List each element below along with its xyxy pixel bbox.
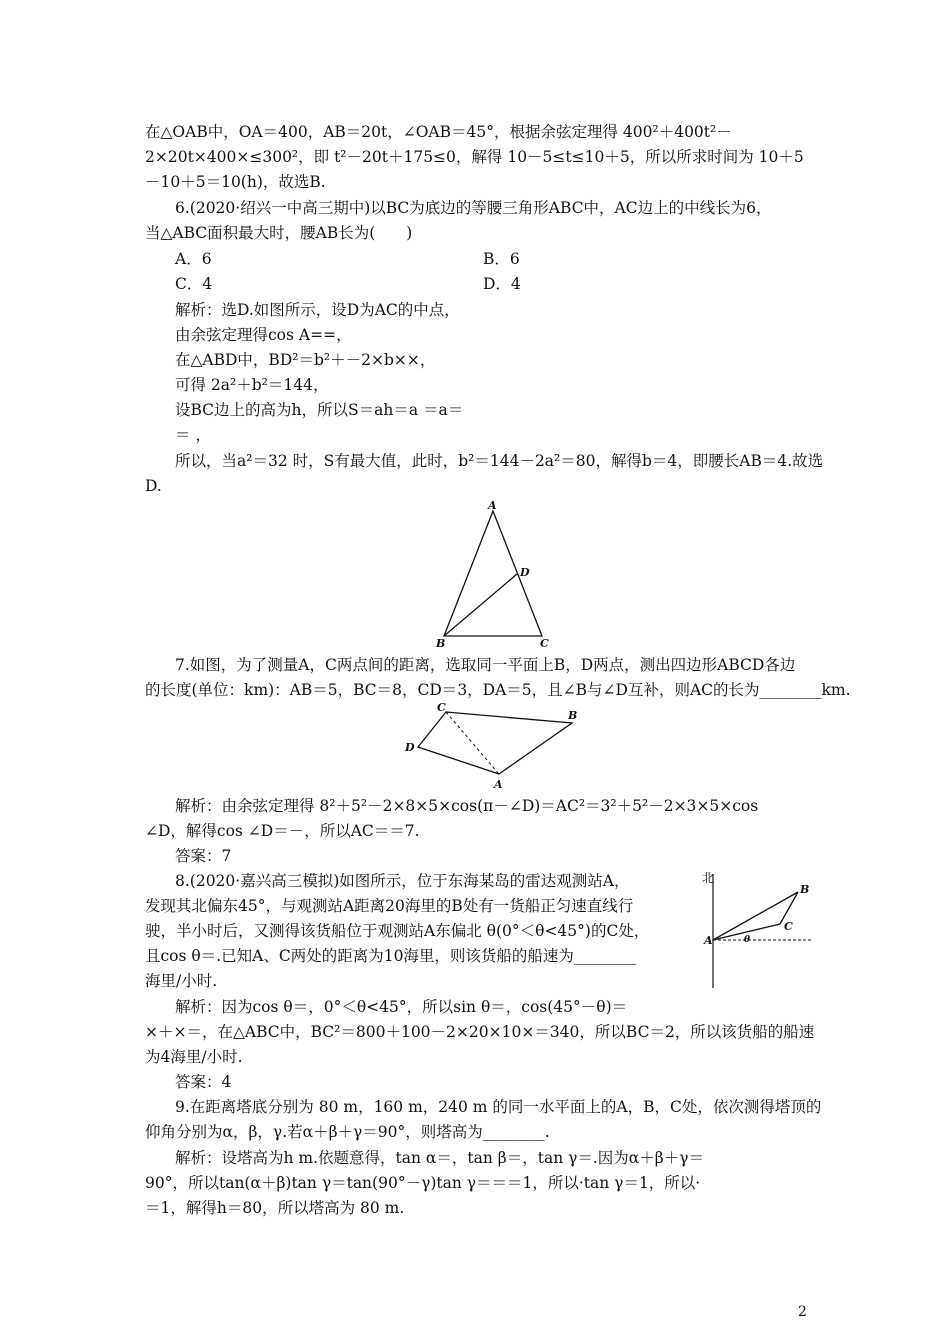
q9-stem-line-2: 仰角分别为α，β，γ.若α＋β＋γ＝90°，则塔高为________. [145, 1123, 550, 1141]
page-number: 2 [798, 1304, 807, 1320]
prev-solution-line-3: －10＋5＝10(h)，故选B. [145, 173, 326, 191]
q6-option-a: A．6 [175, 250, 212, 268]
q7-solution-line-2: ∠D，解得cos ∠D＝－，所以AC＝＝7. [145, 822, 420, 840]
label-b: B [800, 883, 810, 896]
q7-quadrilateral-figure [400, 700, 590, 792]
label-b: B [568, 709, 578, 722]
label-d: D [520, 566, 530, 579]
q9-solution-line-1: 解析：设塔高为h m.依题意得，tan α＝，tan β＝，tan γ＝.因为α＋β＋γ＝ [175, 1149, 704, 1167]
label-theta: θ [744, 935, 751, 945]
q6-solution-line-8: D. [145, 477, 162, 495]
q9-solution-line-3: ＝1，解得h＝80，所以塔高为 80 m. [145, 1199, 405, 1217]
label-a: A [704, 934, 713, 947]
q6-solution-line-4: 可得 2a²＋b²＝144， [175, 376, 329, 394]
q8-stem-line-1: 8.(2020·嘉兴高三模拟)如图所示，位于东海某岛的雷达观测站A， [175, 872, 630, 890]
q8-solution-line-2: ×＋×＝，在△ABC中，BC²＝800＋100－2×20×10×＝340，所以BC＝2，所以该货船的船速 [145, 1023, 815, 1041]
q6-solution-line-5: 设BC边上的高为h，所以S＝ah＝a ＝a＝ [175, 401, 464, 419]
q6-solution-line-3: 在△ABD中，BD²＝b²＋－2×b××， [175, 351, 436, 369]
label-a: A [488, 499, 497, 512]
q6-option-c: C．4 [175, 275, 213, 293]
q6-option-d: D．4 [483, 275, 521, 293]
q6-triangle-figure [430, 498, 560, 650]
q6-solution-line-2: 由余弦定理得cos A==， [175, 326, 352, 344]
q6-solution-line-6: ＝ ， [175, 426, 211, 444]
q6-solution-line-1: 解析：选D.如图所示，设D为AC的中点， [175, 301, 460, 319]
prev-solution-line-1: 在△OAB中，OA＝400，AB＝20t，∠OAB＝45°，根据余弦定理得 400²＋400t²－ [145, 123, 732, 141]
label-d: D [405, 741, 415, 754]
label-c: C [784, 920, 793, 933]
q8-solution-line-1: 解析：因为cos θ＝，0°＜θ<45°，所以sin θ＝，cos(45°－θ)＝ [175, 998, 628, 1016]
prev-solution-line-2: 2×20t×400×≤300²，即 t²－20t＋175≤0，解得 10－5≤t≤10＋5，所以所求时间为 10＋5 [145, 148, 804, 166]
q8-stem-line-3: 驶，半小时后，又测得该货船位于观测站A东偏北 θ(0°＜θ<45°)的C处， [145, 922, 650, 940]
q7-stem-line-1: 7.如图，为了测量A，C两点间的距离，选取同一平面上B，D两点，测出四边形ABCD各边 [175, 656, 796, 674]
q8-solution-line-3: 为4海里/小时. [145, 1048, 243, 1066]
median-bd [444, 574, 517, 636]
q9-stem-line-1: 9.在距离塔底分别为 80 m，160 m，240 m 的同一水平面上的A，B，C处，依次测得塔顶的 [175, 1098, 822, 1116]
q8-stem-line-2: 发现其北偏东45°，与观测站A距离20海里的B处有一货船正匀速直线行 [145, 897, 634, 915]
label-b: B [436, 637, 446, 650]
q6-stem-line-2: 当△ABC面积最大时，腰AB长为( ) [145, 224, 413, 242]
q9-solution-line-2: 90°，所以tan(α＋β)tan γ＝tan(90°－γ)tan γ＝＝＝1，所以·tan γ＝1，所以· [145, 1174, 701, 1192]
q7-stem-line-2: 的长度(单位：km)：AB＝5，BC＝8，CD＝3，DA＝5，且∠B与∠D互补，则AC的长为________km. [145, 681, 851, 699]
q6-stem-line-1: 6.(2020·绍兴一中高三期中)以BC为底边的等腰三角形ABC中，AC边上的中线长为6， [175, 199, 772, 217]
label-c: C [540, 637, 549, 650]
q6-solution-line-7: 所以，当a²＝32 时，S有最大值，此时，b²＝144－2a²＝80，解得b＝4，即腰长AB＝4.故选 [175, 452, 824, 470]
q8-radar-figure [700, 862, 818, 992]
label-c: C [437, 701, 446, 714]
label-north: 北 [702, 871, 715, 885]
q6-option-b: B．6 [483, 250, 520, 268]
q8-answer: 答案：4 [175, 1073, 232, 1091]
q7-answer: 答案：7 [175, 847, 232, 865]
q8-stem-line-5: 海里/小时. [145, 972, 218, 990]
q7-solution-line-1: 解析：由余弦定理得 8²＋5²－2×8×5×cos(π－∠D)＝AC²＝3²＋5²－2×3×5×cos [175, 797, 759, 815]
q8-stem-line-4: 且cos θ＝.已知A、C两处的距离为10海里，则该货船的船速为________ [145, 947, 636, 965]
label-a: A [494, 778, 503, 791]
quadrilateral-abcd [418, 712, 572, 774]
